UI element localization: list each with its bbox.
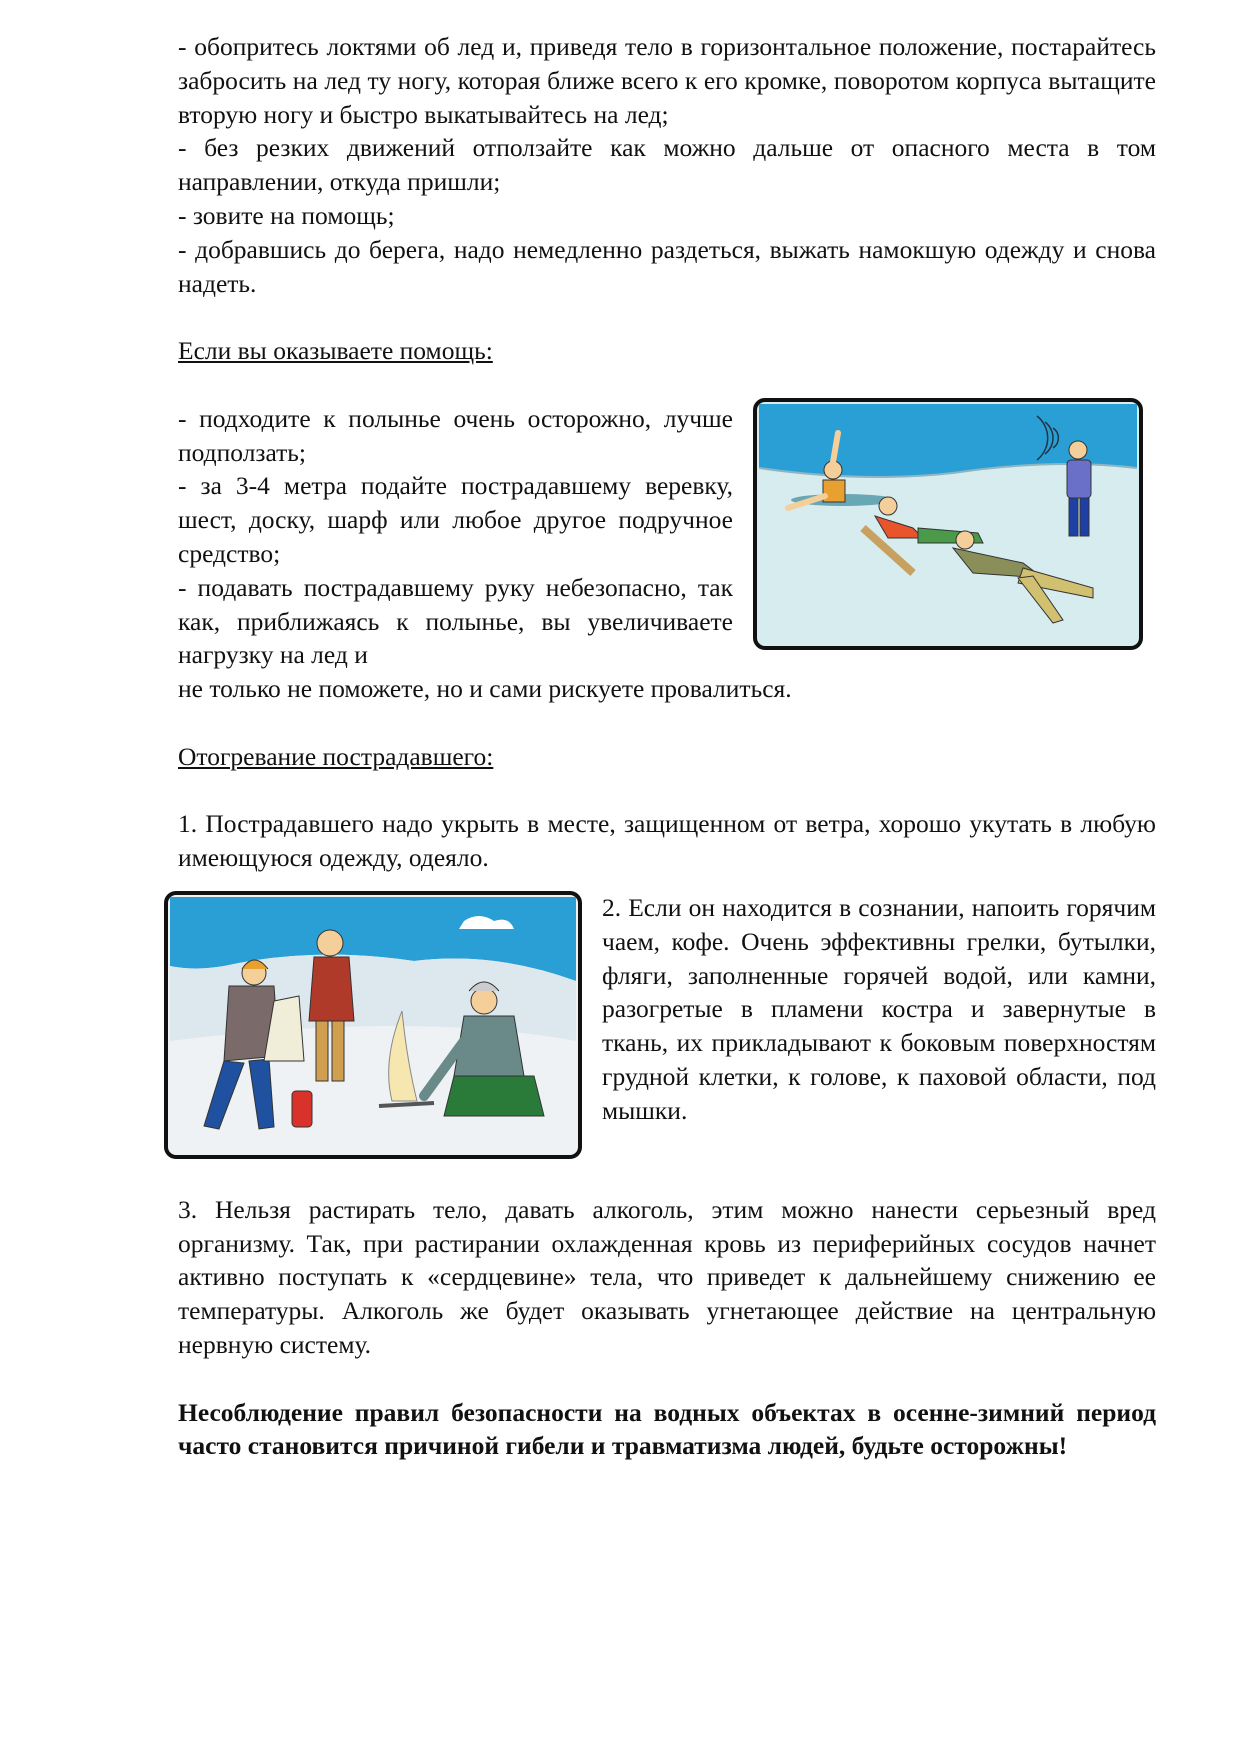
warming-victim-illustration [164, 891, 582, 1159]
intro-list [178, 30, 1156, 300]
closing-warning: Несоблюдение правил безопасности на водных объектах в осенне-зимний период часто становится причиной гибели и травматизма людей, будьте осторожны! [178, 1397, 1156, 1461]
document-page [178, 30, 1156, 1463]
help-section [178, 402, 1156, 672]
intro-item: - зовите на помощь; [178, 200, 395, 230]
help-list [178, 402, 733, 672]
warm-heading: Отогревание пострадавшего: [178, 741, 494, 771]
warm-step-3: 3. Нельзя растирать тело, давать алкоголь, этим можно нанести серьезный вред организму. Так, при растирании охлажденная кровь из периферийных сосудов начнет активно поступать к «сердцевине» тела, что приведет к дальнейшему снижению ее температуры. Алкоголь же будет оказывать угнетающее действие на центральную нервную систему. [178, 1194, 1156, 1359]
warm-step-1: 1. Пострадавшего надо укрыть в месте, защищенном от ветра, хорошо укутать в любую имеющуюся одежду, одеяло. [178, 809, 1156, 873]
ice-rescue-illustration [753, 398, 1143, 672]
help-item-continuation: не только не поможете, но и сами рискуете провалиться. [178, 674, 792, 704]
help-item: - подходите к полынье очень осторожно, лучше подползать; [178, 403, 733, 467]
help-heading: Если вы оказываете помощь: [178, 336, 493, 366]
intro-item: - без резких движений отползайте как можно дальше от опасного места в том направлении, откуда пришли; [178, 133, 1156, 197]
help-item: - подавать пострадавшему руку небезопасно, так как, приближаясь к полынье, вы увеличиваете нагрузку на лед и [178, 572, 733, 670]
intro-item: - обопритесь локтями об лед и, приведя тело в горизонтальное положение, постарайтесь забросить на лед ту ногу, которая ближе всего к его кромке, поворотом корпуса вытащите вторую ногу и быстро выкатывайтесь на лед; [178, 32, 1156, 129]
help-item: - за 3-4 метра подайте пострадавшему веревку, шест, доску, шарф или любое другое подручное средство; [178, 471, 733, 568]
warm-section [178, 891, 1156, 1159]
warm-step-2: 2. Если он находится в сознании, напоить горячим чаем, кофе. Очень эффективны грелки, бутылки, фляги, заполненные горячей водой, или камни, разогретые в пламени костра и завернутые в ткань, их прикладывают к боковым поверхностям грудной клетки, к голове, к паховой области, под мышки. [602, 892, 1156, 1125]
intro-item: - добравшись до берега, надо немедленно раздеться, выжать намокшую одежду и снова надеть. [178, 234, 1156, 298]
